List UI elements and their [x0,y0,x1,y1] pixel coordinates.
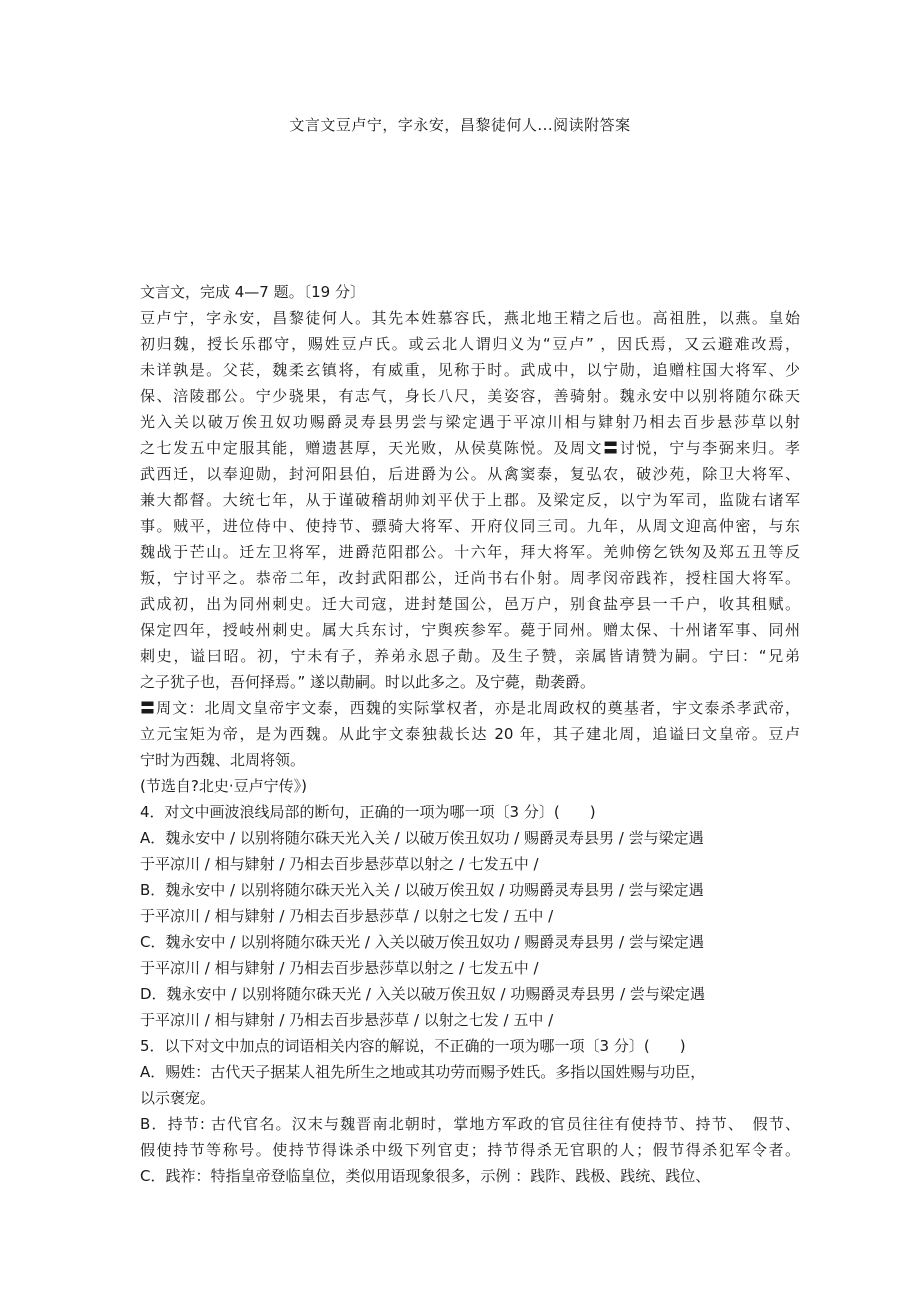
text-line: 未详孰是。父苌，魏柔玄镇将，有威重，见称于时。武成中，以宁勋，追赠柱国大将军、少 [140,361,800,379]
text-line: 保、涪陵郡公。宁少骁果，有志气，身长八尺，美姿容，善骑射。魏永安中以别将随尔硃天 [140,387,800,405]
document-body [140,279,800,1189]
text-line: 初归魏，授长乐郡守，赐姓豆卢氏。或云北人谓归义为“豆卢” ，因氏焉，又云避难改焉， [140,335,800,353]
text-line: 兼大都督。大统七年，从于谨破稽胡帅刘平伏于上郡。及梁定反，以宁为军司，监陇右诸军 [140,491,800,509]
question-5: 5．以下对文中加点的词语相关内容的解说，不正确的一项为哪一项〔3 分〕( ) [140,1037,686,1055]
text-line: 魏战于芒山。迁左卫将军，进爵范阳郡公。十六年，拜大将军。羌帅傍乞铁匆及郑五丑等反 [140,543,800,561]
option-5c: C．践祚：特指皇帝登临皇位，类似用语现象很多，示例 ：践阼、践极、践统、践位、 [140,1167,711,1185]
text-line: 保定四年，授岐州刺史。属大兵东讨，宁舆疾参军。薨于同州。赠太保、十州诸军事、同州 [140,621,800,639]
footnote-line: 〓周文：北周文皇帝宇文泰，西魏的实际掌权者，亦是北周政权的奠基者，宇文泰杀孝武帝， [140,699,800,717]
text-line: 武西迁，以奉迎勋，封河阳县伯，后进爵为公。从禽窦泰，复弘农，破沙苑，除卫大将军、 [140,465,800,483]
text-line: 叛，宁讨平之。恭帝二年，改封武阳郡公，迁尚书右仆射。周孝闵帝践祚，授柱国大将军。 [140,569,800,587]
option-4a-cont: 于平凉川 / 相与肄射 / 乃相去百步悬莎草以射之 / 七发五中 / [140,855,539,873]
question-4: 4．对文中画波浪线局部的断句，正确的一项为哪一项〔3 分〕( ) [140,803,596,821]
option-4b: B．魏永安中 / 以别将随尔硃天光入关 / 以破万俟丑奴 / 功赐爵灵寿县男 / 尝与梁定遇 [140,881,704,899]
option-4c-cont: 于平凉川 / 相与肄射 / 乃相去百步悬莎草以射之 / 七发五中 / [140,959,539,977]
text-line: 刺史，谥曰昭。初，宁未有子，养弟永恩子勣。及生子赞，亲属皆请赞为嗣。宁曰：“兄弟 [140,647,800,665]
option-4c: C．魏永安中 / 以别将随尔硃天光 / 入关以破万俟丑奴功 / 赐爵灵寿县男 / 尝与梁定遇 [140,933,704,951]
text-line: 光入关以破万俟丑奴功赐爵灵寿县男尝与梁定遇于平凉川相与肄射乃相去百步悬莎草以射 [140,413,800,431]
text-line: 之子犹子也，吾何择焉。” 遂以勣嗣。时以此多之。及宁薨，勣袭爵。 [140,673,596,691]
option-5a-cont: 以示褒宠。 [140,1089,216,1107]
text-line: 文言文，完成 4—7 题。〔19 分〕 [140,283,365,301]
option-4b-cont: 于平凉川 / 相与肄射 / 乃相去百步悬莎草 / 以射之七发 / 五中 / [140,907,554,925]
source-citation: (节选自?北史·豆卢宁传》) [140,777,307,795]
text-line: 之七发五中定服其能，赠遗甚厚，天光败，从侯莫陈悦。及周文〓讨悦，宁与李弼来归。孝 [140,439,800,457]
text-line: 豆卢宁，字永安，昌黎徒何人。其先本姓慕容氏，燕北地王精之后也。高祖胜，以燕。皇始 [140,309,800,327]
option-5b: B．持节: 古代官名。汉末与魏晋南北朝时，掌地方军政的官员往往有使持节、持节、 假节、 [140,1115,800,1133]
page-title: 文言文豆卢宁，字永安，昌黎徒何人...阅读附答案 [289,116,631,134]
option-4d-cont: 于平凉川 / 相与肄射 / 乃相去百步悬莎草 / 以射之七发 / 五中 / [140,1011,554,1029]
option-4d: D．魏永安中 / 以别将随尔硃天光 / 入关以破万俟丑奴 / 功赐爵灵寿县男 / 尝与梁定遇 [140,985,705,1003]
footnote-line: 立元宝矩为帝，是为西魏。从此宇文泰独裁长达 20 年，其子建北周，追谥曰文皇帝。豆卢 [140,725,800,743]
option-5a: A．赐姓：古代天子据某人祖先所生之地或其功劳而赐予姓氏。多指以国姓赐与功臣， [140,1063,706,1081]
text-line: 武成初，出为同州刺史。迁大司寇，进封楚国公，邑万户，别食盐亭县一千户，收其租赋。 [140,595,800,613]
text-line: 事。贼平，进位侍中、使持节、骠骑大将军、开府仪同三司。九年，从周文迎高仲密，与东 [140,517,800,535]
option-5b-cont: 假使持节等称号。使持节得诛杀中级下列官吏；持节得杀无官职的人；假节得杀犯军令者。 [140,1141,800,1159]
footnote-line: 宁时为西魏、北周将领。 [140,751,306,769]
option-4a: A．魏永安中 / 以别将随尔硃天光入关 / 以破万俟丑奴功 / 赐爵灵寿县男 / 尝与梁定遇 [140,829,704,847]
